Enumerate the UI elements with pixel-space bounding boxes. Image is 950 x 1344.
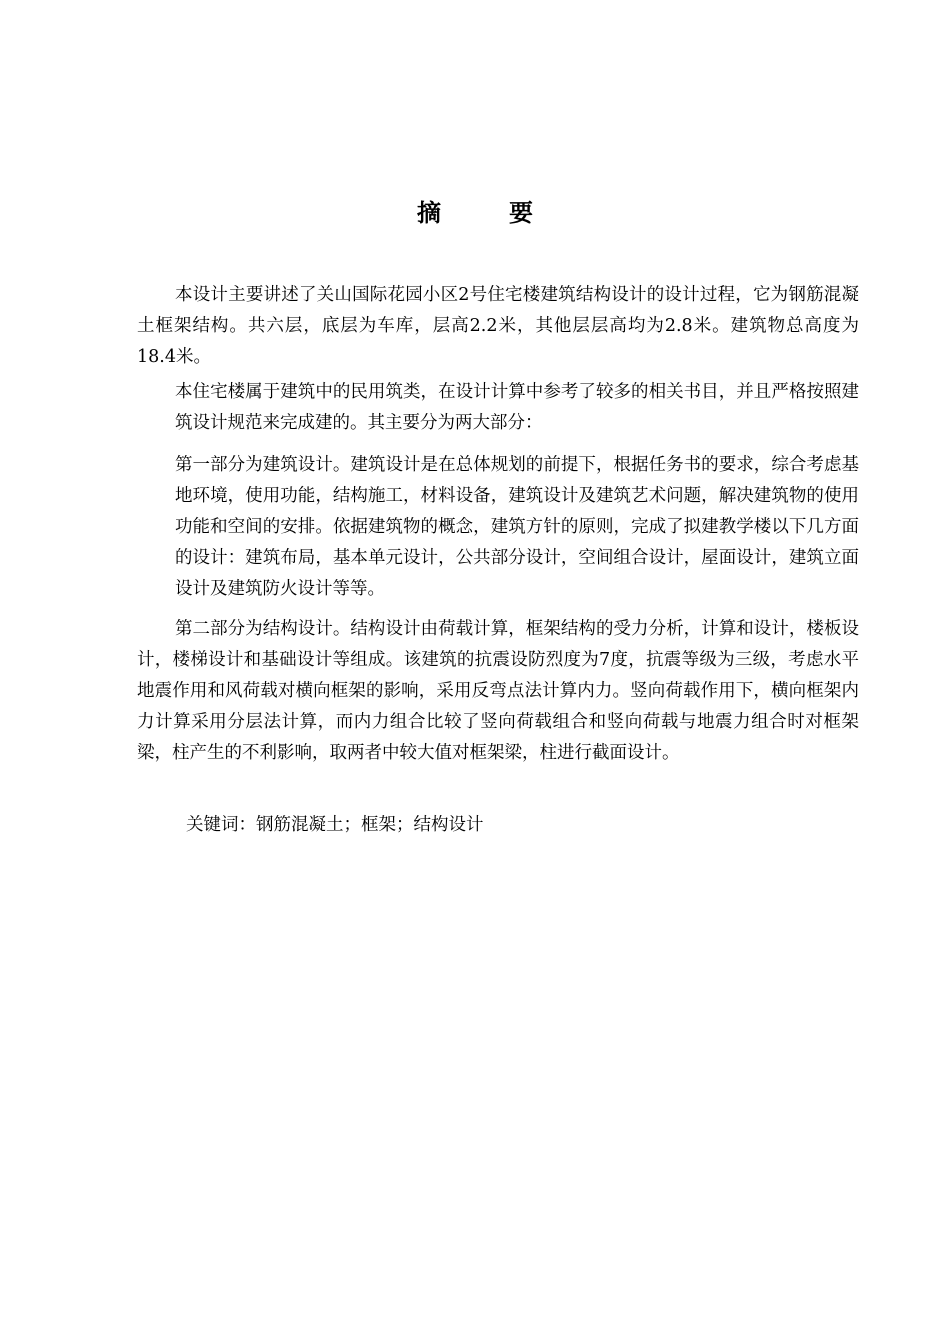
keywords-line: 关键词：钢筋混凝土；框架；结构设计: [186, 815, 484, 835]
abstract-paragraph-architecture: 第一部分为建筑设计。建筑设计是在总体规划的前提下，根据任务书的要求，综合考虑基地环境，使用功能，结构施工，材料设备，建筑设计及建筑艺术问题，解决建筑物的使用功能和空间的安排。依据建筑物的概念，建筑方针的原则，完成了拟建教学楼以下几方面的设计：建筑布局，基本单元设计，公共部分设计，空间组合设计，屋面设计，建筑立面设计及建筑防火设计等等。: [175, 455, 859, 599]
abstract-paragraph-intro: 本设计主要讲述了关山国际花园小区2号住宅楼建筑结构设计的设计过程，它为钢筋混凝土框架结构。共六层，底层为车库，层高2.2米，其他层层高均为2.8米。建筑物总高度为18.4米。: [137, 285, 859, 367]
abstract-paragraph-structure: 第二部分为结构设计。结构设计由荷载计算，框架结构的受力分析，计算和设计，楼板设计，楼梯设计和基础设计等组成。该建筑的抗震设防烈度为7度，抗震等级为三级，考虑水平地震作用和风荷载对横向框架的影响，采用反弯点法计算内力。竖向荷载作用下，横向框架内力计算采用分层法计算，而内力组合比较了竖向荷载组合和竖向荷载与地震力组合时对框架梁，柱产生的不利影响，取两者中较大值对框架梁，柱进行截面设计。: [137, 619, 859, 763]
page-title: 摘 要: [417, 198, 555, 227]
abstract-paragraph-overview: 本住宅楼属于建筑中的民用筑类，在设计计算中参考了较多的相关书目，并且严格按照建筑设计规范来完成建的。其主要分为两大部分：: [175, 382, 859, 433]
